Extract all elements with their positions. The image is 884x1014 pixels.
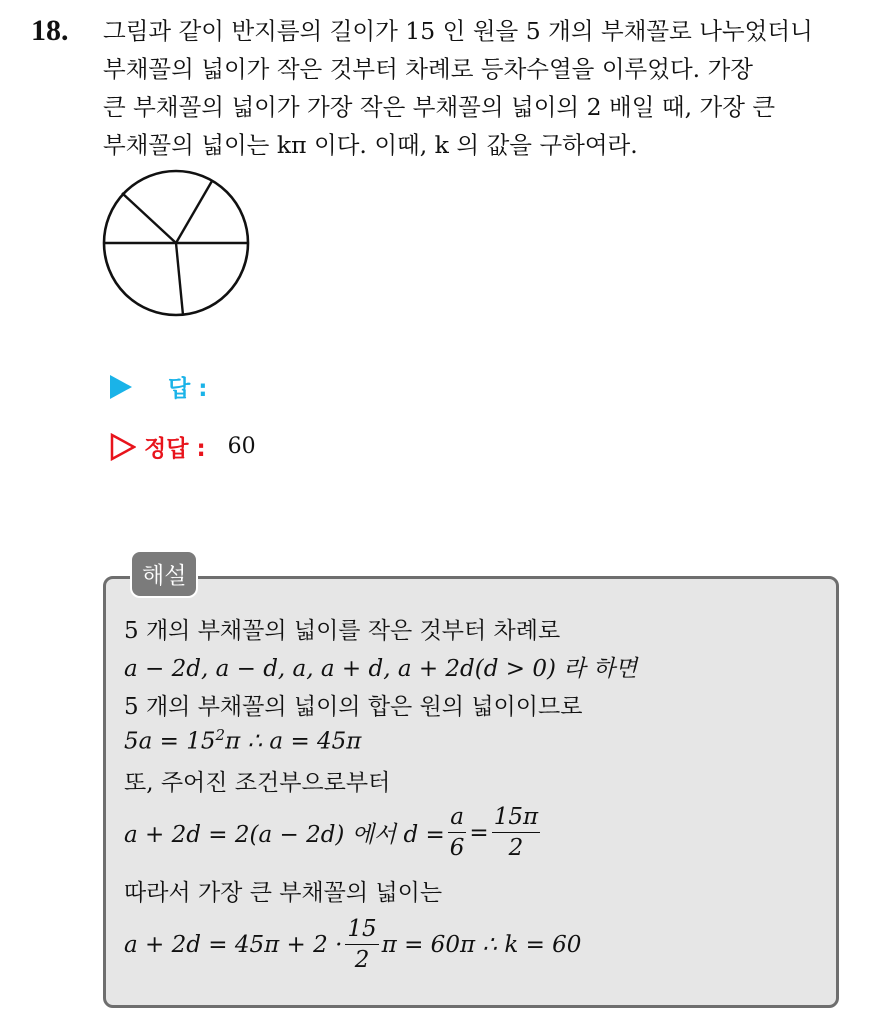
question-line-3: 큰 부채꼴의 넓이가 가장 작은 부채꼴의 넓이의 2 배일 때, 가장 큰 — [103, 93, 776, 121]
radius-upper-right — [176, 181, 212, 243]
radius-bottom — [176, 243, 183, 315]
solution-line-1: 5 개의 부채꼴의 넓이를 작은 것부터 차례로 — [124, 618, 561, 644]
fraction-numerator: 15π — [492, 802, 540, 833]
correct-answer-label: 정답 : — [144, 436, 206, 462]
solution-line-7: 따라서 가장 큰 부채꼴의 넓이는 — [124, 880, 443, 906]
question-line-2: 부채꼴의 넓이가 작은 것부터 차례로 등차수열을 이루었다. 가장 — [103, 55, 753, 83]
solution-line-8 — [124, 914, 581, 975]
equals-sign: = — [469, 819, 489, 846]
solution-tag: 해설 — [130, 550, 198, 598]
radius-upper-left — [122, 193, 176, 243]
fraction-denominator: 2 — [354, 947, 370, 973]
fraction-15-over-2 — [345, 914, 378, 975]
fraction-denominator: 2 — [508, 835, 524, 861]
fraction-denominator: 6 — [449, 835, 465, 861]
solution-line-4-sup: 2 — [215, 726, 226, 744]
fraction-numerator: 15 — [345, 914, 378, 945]
solution-line-8-b: π = 60π ∴ k = 60 — [381, 931, 582, 958]
solution-line-4 — [124, 726, 361, 755]
solution-line-8-a: a + 2d = 45π + 2 · — [124, 931, 343, 958]
correct-answer-row — [110, 430, 256, 463]
answer-row — [110, 370, 207, 403]
question-line-4: 부채꼴의 넓이는 kπ 이다. 이때, k 의 값을 구하여라. — [103, 131, 638, 159]
answer-label: 답 : — [168, 376, 208, 402]
solution-line-2: a − 2d, a − d, a, a + d, a + 2d(d > 0) 라 하면 — [124, 656, 638, 682]
solution-line-4-b: π ∴ a = 45π — [225, 728, 362, 755]
fraction-15pi-over-2 — [492, 802, 540, 863]
filled-triangle-icon — [110, 375, 132, 399]
question-text — [103, 12, 863, 164]
question-line-1: 그림과 같이 반지름의 길이가 15 인 원을 5 개의 부채꼴로 나누었더니 — [103, 17, 813, 45]
correct-answer-value: 60 — [227, 434, 256, 459]
solution-line-5: 또, 주어진 조건부으로부터 — [124, 770, 391, 796]
fraction-numerator: a — [448, 802, 466, 833]
solution-line-4-a: 5a = 15 — [124, 728, 216, 755]
fraction-a-over-6 — [448, 802, 467, 863]
question-number: 18. — [31, 14, 69, 47]
solution-line-6-a: a + 2d = 2(a − 2d) 에서 d = — [124, 822, 445, 848]
outline-triangle-icon — [110, 433, 136, 461]
sector-circle-figure — [100, 160, 252, 322]
solution-line-3: 5 개의 부채꼴의 넓이의 합은 원의 넓이이므로 — [124, 694, 583, 720]
solution-line-6 — [124, 802, 543, 863]
